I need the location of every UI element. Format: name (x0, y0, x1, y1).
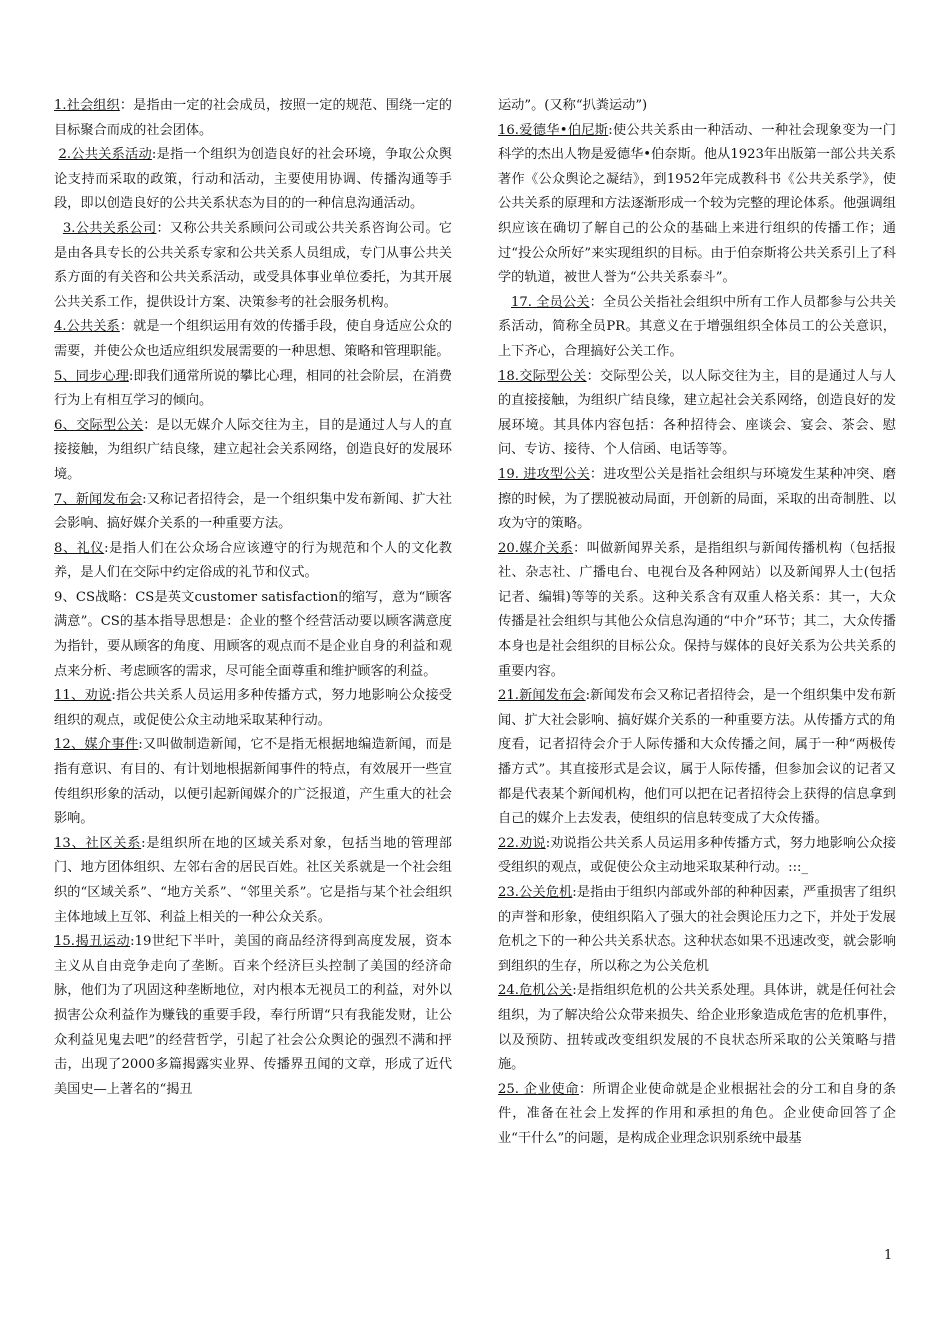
definition-text: :是指组织危机的公共关系处理。具体讲，就是任何社会组织，为了解决给公众带来损失、给企业形象造成危害的危机事件，以及预防、扭转或改变组织发展的不良状态所采取的公关策略与措施。 (498, 983, 896, 1073)
definition-entry (498, 979, 896, 1077)
term: 5、同步心理 (54, 368, 129, 384)
definition-entry (498, 537, 896, 685)
term: 8、礼仪 (54, 540, 105, 556)
definition-entry (498, 832, 896, 881)
left-column (54, 94, 452, 1102)
definition-text: ：是以无媒介人际交往为主，目的是通过人与人的直接接触，为组织广结良缘，建立起社会关系网络，创造良好的发展环境。 (54, 417, 453, 482)
term: 7、新闻发布会 (54, 491, 143, 507)
entry-lead (54, 221, 63, 236)
definition-entry (54, 684, 452, 733)
definition-text: ：是指由一定的社会成员，按照一定的规范、围绕一定的目标聚合而成的社会团体。 (54, 98, 452, 138)
definition-text: :指公共关系人员运用多种传播方式，努力地影响公众接受组织的观点，或促使公众主动地采取某种行动。 (54, 688, 452, 728)
definition-text: :19世纪下半叶，美国的商品经济得到高度发展，资本主义从自由竞争走向了垄断。百来个经济巨头控制了美国的经济命脉，他们为了巩固这种垄断地位，对内根本无视员工的利益，对外以损害公众利益作为赚钱的重要手段，奉行所谓“只有我能发财，让公众利益见鬼去吧”的经营哲学，引起了社会公众舆论的强烈不满和抨击，出现了2000多篇揭露实业界、传播界丑闻的文章，形成了近代美国史—上著名的“揭丑 (54, 934, 452, 1097)
definition-text: ：叫做新闻界关系，是指组织与新闻传播机构（包括报社、杂志社、广播电台、电视台及各种网站）以及新闻界人士(包括记者、编辑)等等的关系。这种关系含有双重人格关系：其一，大众传播是社会组织与其他公众信息沟通的“中介”环节；其二，大众传播本身也是社会组织的目标公众。保持与媒体的良好关系为公共关系的重要内容。 (498, 540, 896, 679)
definition-text: 9、CS战略：CS是英文customer satisfaction的缩写，意为“顾客满意”。CS的基本指导思想是：企业的整个经营活动要以顾客满意度为指针，要从顾客的角度、用顾客的观点而不是企业自身的利益和观点来分析、考虑顾客的需求，尽可能全面尊重和维护顾客的利益。 (54, 589, 452, 679)
definition-text: :劝说指公共关系人员运用多种传播方式，努力地影响公众接受组织的观点，或促使公众主动地采取某种行动。:::_ (498, 835, 896, 876)
page-number: 1 (884, 1248, 893, 1263)
term: 15.揭丑运动 (54, 934, 131, 950)
definition-entry (54, 217, 452, 315)
definition-entry (498, 94, 896, 119)
definition-text: :又叫做制造新闻，它不是指无根据地编造新闻，而是指有意识、有目的、有计划地根据新闻事件的特点，有效展开一些宣传组织形象的活动，以便引起新闻媒介的广泛报道，产生重大的社会影响。 (54, 737, 452, 827)
definition-entry (54, 143, 452, 217)
definition-entry (498, 1078, 896, 1152)
right-column (498, 94, 896, 1152)
term: 21.新闻发布会 (498, 688, 586, 704)
definition-text: ：交际型公关，以人际交往为主，目的是通过人与人的直接接触，为组织广结良缘，建立起社会关系网络，创造良好的发展环境。其具体内容包括：各种招待会、座谈会、宴会、茶会、慰问、专访、接待、个人信函、电话等等。 (498, 368, 896, 458)
term: 23.公关危机 (498, 885, 573, 900)
definition-text: :即我们通常所说的攀比心理，相同的社会阶层，在消费行为上有相互学习的倾向。 (54, 368, 452, 409)
definition-entry (54, 537, 452, 586)
definition-entry (498, 684, 896, 832)
definition-text: ：进攻型公关是指社会组织与环境发生某种冲突、磨擦的时候，为了摆脱被动局面，开创新的局面，采取的出奇制胜、以攻为守的策略。 (498, 466, 896, 532)
term: 13、社区关系 (54, 835, 142, 851)
term: 20.媒介关系 (498, 540, 574, 556)
term: 2.公共关系活动 (58, 147, 152, 163)
term: 25. 企业使命 (498, 1081, 580, 1097)
definition-entry (498, 119, 896, 291)
definition-text: :是指由于组织内部或外部的种种因素，严重损害了组织的声誉和形象，使组织陷入了强大的社会舆论压力之下，并处于发展危机之下的一种公共关系状态。这种状态如果不迅速改变，就会影响到组织的生存，所以称之为公关危机 (498, 885, 896, 974)
term: 6、交际型公关 (54, 417, 144, 433)
entry-lead (498, 295, 511, 310)
definition-entry (54, 586, 452, 684)
term: 1.社会组织 (54, 98, 120, 113)
term: 17. 全员公关 (511, 294, 590, 310)
term: 16.爱德华•伯尼斯 (498, 122, 609, 138)
term: 19. 进攻型公关 (498, 466, 590, 482)
term: 22.劝说 (498, 835, 546, 851)
definition-entry (498, 365, 896, 463)
term: 11、劝说 (54, 688, 112, 704)
definition-text: ：又称公共关系顾问公司或公共关系咨询公司。它是由各具专长的公共关系专家和公共关系人员组成，专门从事公共关系方面的有关咨和公共关系活动，或受具体事业单位委托，为其开展公共关系工作，提供设计方案、决策参考的社会服务机构。 (54, 220, 452, 310)
term: 3.公共关系公司 (62, 220, 157, 236)
definition-text: :新闻发布会又称记者招待会，是一个组织集中发布新闻、扩大社会影响、搞好媒介关系的一种重要方法。从传播方式的角度看，记者招待会介于人际传播和大众传播之间，属于一种“两极传播方式”。其直接形式是会议，属于人际传播，但参加会议的记者又都是代表某个新闻机构，他们可以把在记者招待会上获得的信息拿到自己的媒介上去发表，使组织的信息转变成了大众传播。 (498, 688, 896, 827)
term: 4.公共关系 (54, 319, 120, 335)
term: 12、媒介事件 (54, 737, 139, 753)
definition-entry (54, 315, 452, 364)
definition-entry (498, 881, 896, 979)
definition-text: :又称记者招待会，是一个组织集中发布新闻、扩大社会影响、搞好媒介关系的一种重要方法。 (54, 491, 452, 532)
definition-entry (54, 414, 452, 488)
definition-text: :使公共关系由一种活动、一种社会现象变为一门科学的杰出人物是爱德华•伯奈斯。他从1923年出版第一部公共关系著作《公众舆论之凝结》，到1952年完成教科书《公共关系学》，使公共关系的原理和方法逐渐形成一个较为完整的理论体系。他强调组织应该在确切了解自己的公众的基础上来进行组织的传播工作；通过“投公众所好”来实现组织的目标。由于伯奈斯将公共关系引上了科学的轨道，被世人誉为“公共关系泰斗”。 (498, 122, 896, 286)
definition-text: :是组织所在地的区域关系对象，包括当地的管理部门、地方团体组织、左邻右舍的居民百姓。社区关系就是一个社会组织的“区域关系”、“地方关系”、“邻里关系”。它是指与某个社会组织主体地域上互邻、利益上相关的一种公众关系。 (54, 835, 452, 925)
definition-text: ：所谓企业使命就是企业根据社会的分工和自身的条件，准备在社会上发挥的作用和承担的角色。企业使命回答了企业“干什么”的问题，是构成企业理念识别系统中最基 (498, 1081, 897, 1146)
definition-text: ：全员公关指社会组织中所有工作人员都参与公共关系活动，简称全员PR。其意义在于增强组织全体员工的公关意识，上下齐心，合理搞好公关工作。 (498, 294, 897, 359)
definition-entry (54, 930, 452, 1102)
definition-entry (54, 832, 452, 930)
definition-entry (54, 488, 452, 537)
term: 24.危机公关 (498, 983, 573, 999)
definition-text: :是指一个组织为创造良好的社会环境，争取公众舆论支持而采取的政策，行动和活动，主要使用协调、传播沟通等手段，即以创造良好的公共关系状态为目的的一种信息沟通活动。 (54, 147, 452, 212)
definition-entry (54, 94, 452, 143)
definition-text: 运动”。(又称“扒粪运动”) (498, 98, 648, 113)
definition-entry (54, 365, 452, 414)
definition-text: :是指人们在公众场合应该遵守的行为规范和个人的文化教养，是人们在交际中约定俗成的礼节和仪式。 (54, 540, 452, 581)
definition-entry (54, 733, 452, 831)
definition-text: ：就是一个组织运用有效的传播手段，使自身适应公众的需要，并使公众也适应组织发展需要的一种思想、策略和管理职能。 (54, 319, 452, 359)
definition-entry (498, 291, 896, 365)
term: 18.交际型公关 (498, 368, 587, 384)
definition-entry (498, 463, 896, 537)
